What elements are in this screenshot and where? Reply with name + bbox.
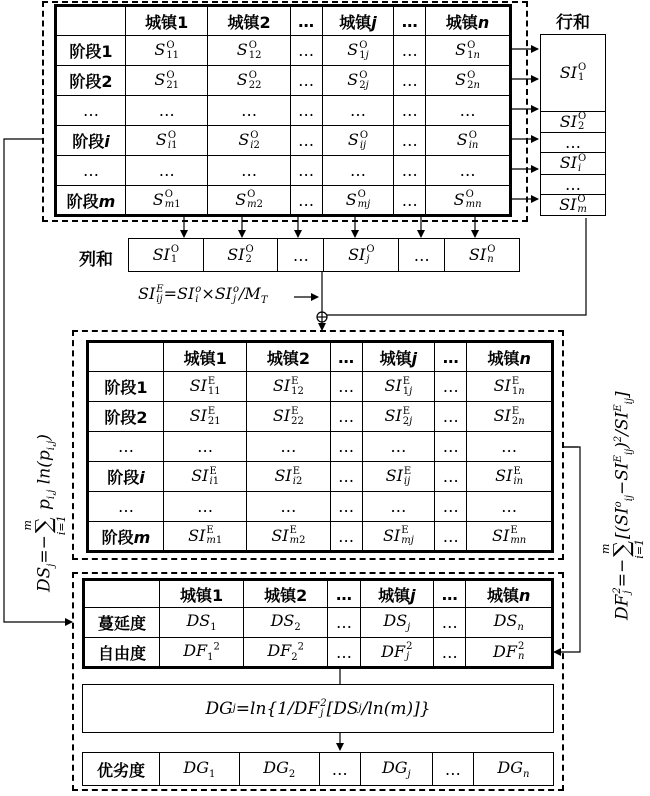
col-header: … [394,6,426,36]
row-label: 阶段2 [56,66,126,96]
row-sum-table: SI O 1 SI O 2 … SI O i … SI O m [540,34,606,216]
col-header: … [290,6,322,36]
row-label: … [56,156,126,186]
col-header: 城镇n [426,6,511,36]
row-label: … [56,96,126,126]
cell: … [394,36,426,66]
result-label: 优劣度 [83,753,160,786]
formula-ds: $DS_j=-$ m ∑ i=1 $p_{i,j}$ $\ln(p_{i,j})$ [21,434,68,592]
row-label-spread: 蔓延度 [84,608,160,638]
col-sum-label: 列和 [79,250,113,270]
col-sum-table: SI O 1 SI O 2 … SI O j … SI O n [128,238,520,272]
cell: … [290,36,322,66]
cell-S11: S O 11 [126,36,208,66]
result-table: 优劣度 $DG_1$ $DG_2$ … $DG_j$ … $DG_n$ [82,752,554,786]
row-label-freedom: 自由度 [84,638,160,668]
row-label: 阶段m [56,186,126,216]
row-label: 阶段i [56,126,126,156]
observed-table: 城镇1 城镇2 … 城镇j … 城镇n 阶段1 S O 11 S O 12 … S O 1j … S O 1n 阶段2 S O 21 S O 22 … S O 2j … S O 2n … … … … … … … 阶段i S O i1 S O i2 … S O ij … S O in … … … … … … … 阶段m S O m1 S O m2 … S O mj … S O mn [54,4,512,217]
cell-S12: S O 12 [208,36,290,66]
cell-S1n: S O 1n [426,36,511,66]
cell-S1j: S O 1j [322,36,394,66]
col-header: 城镇1 [126,6,208,36]
formula-df: DF 2 j =− m ∑ i=1 $[(SI^o_{ij}-SI^E_{ij})^2/SI^E_{ij}]$ [599,391,646,620]
col-header: 城镇j [322,6,394,36]
formula-dg-box: DG j =ln{1/DF 2 j [DS j /ln(m)]} [82,684,554,733]
row-label: 阶段1 [56,36,126,66]
row-sum-title: 行和 [556,13,590,33]
col-header: 城镇2 [208,6,290,36]
formula-expected: SI E ij =SI o i ×SI o j $/M_T$ [138,283,268,307]
expected-table: 城镇1 城镇2 … 城镇j … 城镇n 阶段1 SI E 11 SI E 12 … SI E 1j … SI E 1n 阶段2 SI E 21 SI E 22 … SI E 2j … SI E 2n … … … … … … … 阶段i SI E i1 SI E i2 … SI E ij … SI E in … … … … … … … 阶段m SI E m1 SI E m2 … SI E mj … SI E mn [86,340,554,553]
index-table: 城镇1 城镇2 … 城镇j … 城镇n 蔓延度 $DS_1$ $DS_2$ … $DS_j$ … $DS_n$ 自由度 $DF_1^2$ $DF_2^2$ … DF 2 j … DF 2 n [82,578,554,669]
